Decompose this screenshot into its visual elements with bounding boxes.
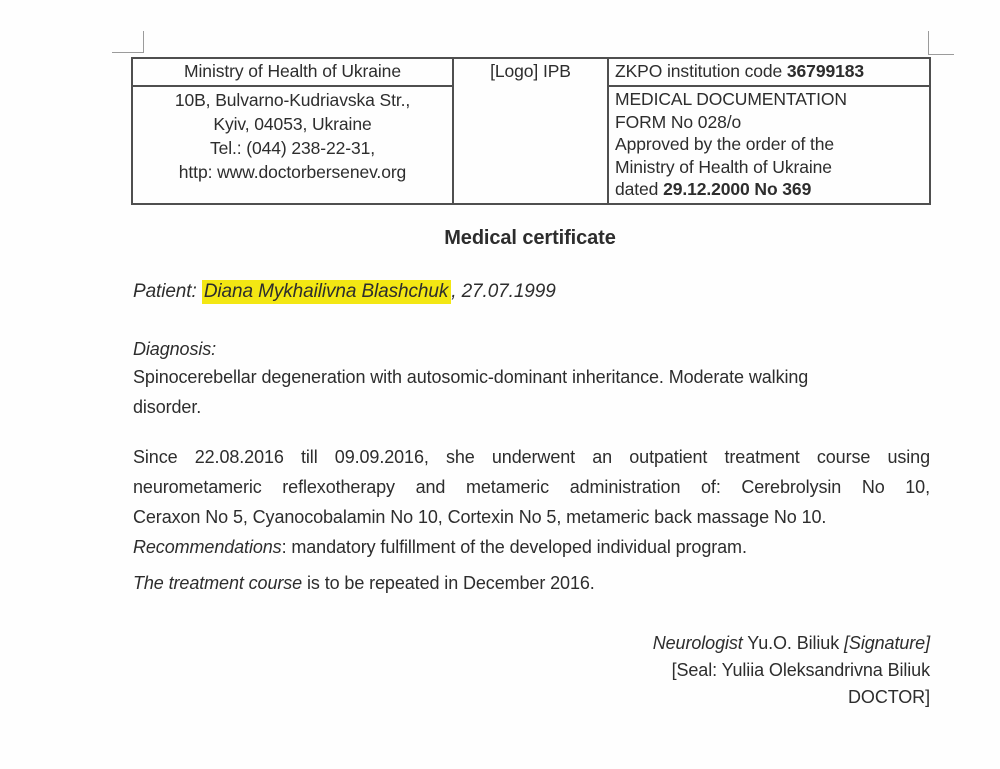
org-name: Ministry of Health of Ukraine: [184, 61, 401, 81]
form-info-line: Ministry of Health of Ukraine: [615, 156, 832, 177]
patient-dob: , 27.07.1999: [451, 281, 556, 302]
dated-value: 29.12.2000 No 369: [663, 179, 812, 200]
repeat-notice: [133, 573, 595, 594]
header-table-row-1: [132, 58, 930, 86]
org-address-line: Tel.: (044) 238-22-31,: [209, 138, 376, 158]
recommendations-label: Recommendations: [133, 537, 282, 557]
patient-label: Patient:: [133, 281, 202, 302]
form-info-line: MEDICAL DOCUMENTATION: [615, 89, 847, 109]
header-table: [131, 57, 931, 205]
org-address-cell: [132, 86, 453, 204]
form-info-dated-line: [615, 178, 923, 201]
org-address-line: 10B, Bulvarno-Kudriavska Str.,: [174, 90, 411, 110]
form-info-cell: [608, 86, 930, 204]
patient-line: [133, 281, 556, 303]
form-info-line: FORM No 028/o: [615, 111, 742, 132]
document-title: Medical certificate: [444, 227, 616, 249]
table-corner-mark-left-vertical: [143, 31, 144, 53]
diagnosis-line: Spinocerebellar degeneration with autosomic-dominant inheritance. Moderate walking: [133, 367, 809, 387]
repeat-notice-italic: The treatment course: [133, 573, 303, 593]
signature-note: [Signature]: [844, 633, 930, 653]
institution-code-value: 36799183: [786, 61, 864, 81]
institution-code-label: ZKPO institution code: [615, 61, 787, 81]
doctor-name: Yu.O. Biliuk: [742, 633, 845, 653]
logo-cell: [453, 58, 608, 204]
treatment-paragraph: [133, 442, 930, 562]
seal-line: [Seal: Yuliia Oleksandrivna Biliuk: [671, 660, 930, 680]
institution-code-cell: [608, 58, 930, 86]
diagnosis-line: disorder.: [133, 397, 202, 417]
logo-placeholder: [Logo] IPB: [490, 61, 571, 81]
recommendations-text: : mandatory fulfillment of the developed individual program.: [281, 537, 747, 557]
org-address-line: http: www.doctorbersenev.org: [178, 162, 407, 182]
diagnosis-label: Diagnosis:: [133, 339, 217, 359]
treatment-line: Since 22.08.2016 till 09.09.2016, she underwent an outpatient treatment course using: [133, 447, 930, 467]
treatment-line: neurometameric reflexotherapy and metameric administration of: Cerebrolysin No 10,: [133, 477, 930, 497]
org-address-line: Kyiv, 04053, Ukraine: [213, 114, 372, 134]
table-corner-mark-right-vertical: [928, 31, 929, 55]
signature-block: [430, 630, 930, 711]
diagnosis-text: [133, 362, 930, 422]
org-name-cell: [132, 58, 453, 86]
table-corner-mark-left-horizontal: [112, 52, 143, 53]
table-corner-mark-right-horizontal: [928, 54, 954, 55]
seal-line: DOCTOR]: [848, 687, 930, 707]
doctor-role: Neurologist: [652, 633, 743, 653]
form-info-line: Approved by the order of the: [615, 134, 835, 155]
repeat-notice-text: is to be repeated in December 2016.: [302, 573, 595, 593]
signature-line: [430, 630, 930, 657]
treatment-line: Ceraxon No 5, Cyanocobalamin No 10, Cortexin No 5, metameric back massage No 10.: [133, 507, 827, 527]
recommendations-line: [133, 532, 930, 562]
patient-name-highlighted: Diana Mykhailivna Blashchuk: [202, 280, 451, 304]
dated-label: dated: [615, 179, 664, 200]
